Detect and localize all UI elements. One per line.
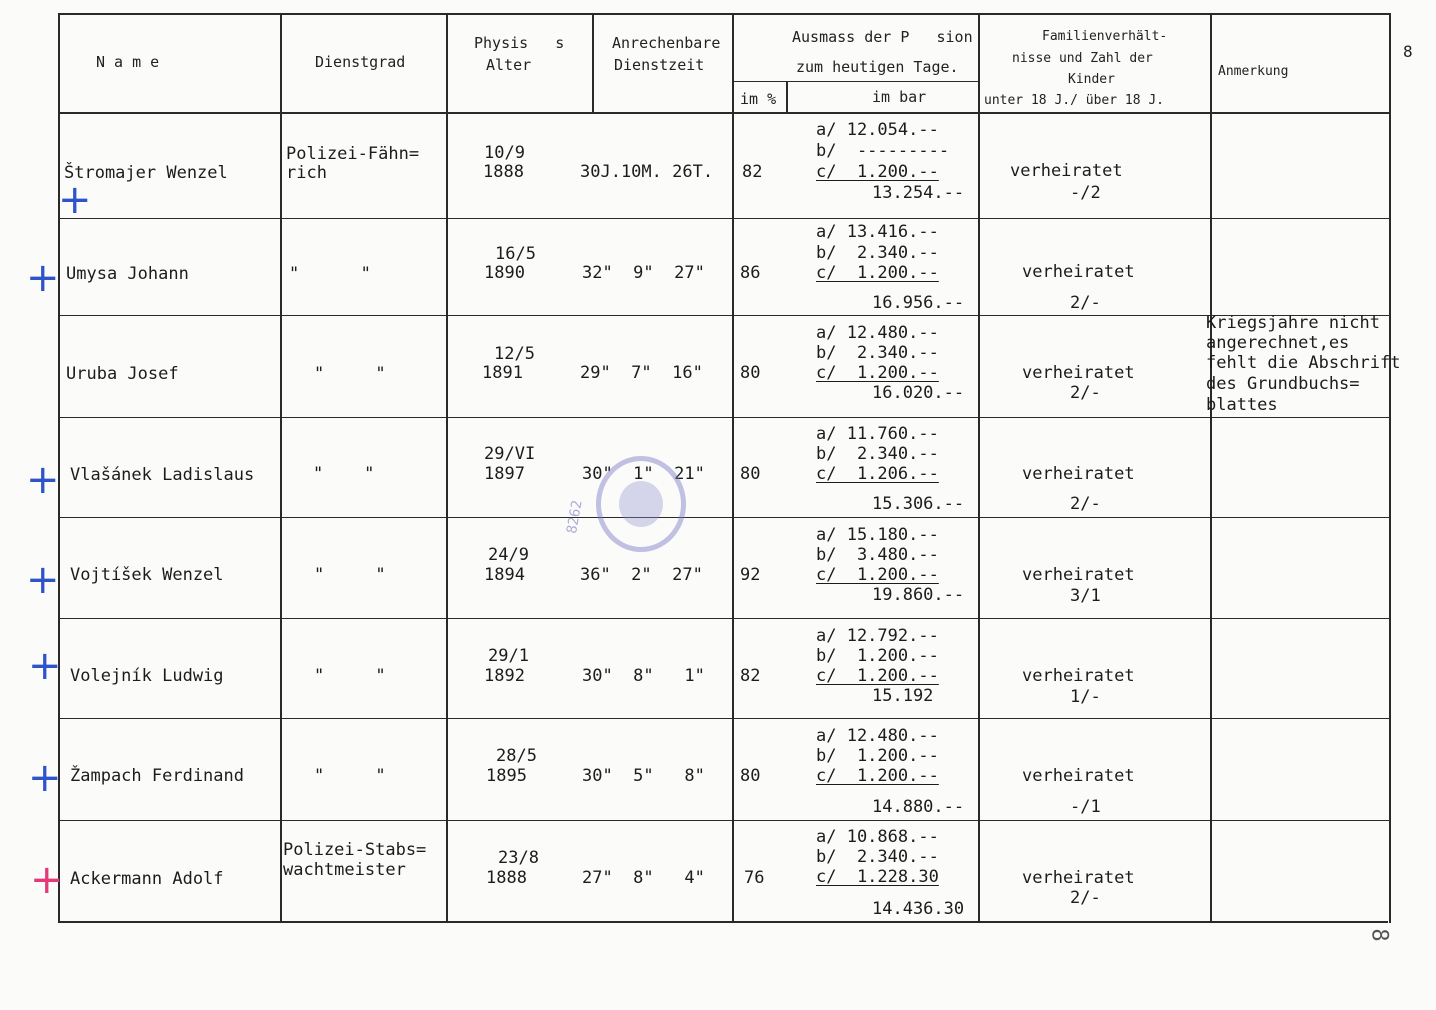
row-pension-c: c/ 1.200.-- <box>816 263 939 283</box>
row-pension-total: 13.254.-- <box>872 183 965 203</box>
row-name: Štromajer Wenzel <box>64 163 228 183</box>
row-name: Vlašánek Ladislaus <box>70 465 255 485</box>
row-children: 1/- <box>1070 687 1101 707</box>
row-divider <box>58 820 1391 821</box>
row-pension-b: b/ --------- <box>816 141 950 161</box>
row-family-status: verheiratet <box>1022 565 1135 585</box>
row-rank: Polizei-Fähn= <box>286 144 420 164</box>
row-name: Žampach Ferdinand <box>70 766 244 786</box>
row-children: 2/- <box>1070 293 1101 313</box>
row-service: 30" 5" 8" <box>582 766 705 786</box>
row-pension-c: c/ 1.206.-- <box>816 464 939 484</box>
row-family-status: verheiratet <box>1022 868 1135 888</box>
header-pension-line2: zum heutigen Tage. <box>796 58 959 76</box>
row-pension-c: c/ 1.200.-- <box>816 766 939 786</box>
row-pension-b: b/ 2.340.-- <box>816 444 939 464</box>
row-date: 12/5 <box>494 344 535 364</box>
row-year: 1897 <box>484 464 525 484</box>
row-name: Volejník Ludwig <box>70 666 224 686</box>
row-pension-b: b/ 2.340.-- <box>816 847 939 867</box>
row-pension-a: a/ 12.480.-- <box>816 726 939 746</box>
header-bottom-border <box>58 112 1391 114</box>
row-rank: " " <box>313 464 375 484</box>
row-pension-a: a/ 15.180.-- <box>816 525 939 545</box>
row-divider <box>58 618 1391 619</box>
archive-stamp <box>596 456 686 552</box>
row-rank: Polizei-Stabs= <box>283 840 427 860</box>
remark-line: blattes <box>1206 395 1278 415</box>
row-pension-b: b/ 2.340.-- <box>816 243 939 263</box>
pencil-check-mark: + <box>58 177 92 223</box>
stamp-emblem <box>619 481 663 527</box>
row-children: 2/- <box>1070 383 1101 403</box>
row-year: 1888 <box>483 162 524 182</box>
col-divider <box>1389 13 1391 923</box>
row-service: 32" 9" 27" <box>582 263 705 283</box>
header-pension-percent: im % <box>740 90 777 108</box>
row-date: 16/5 <box>495 244 536 264</box>
row-children: 3/1 <box>1070 586 1101 606</box>
row-family-status: verheiratet <box>1022 666 1135 686</box>
pencil-check-mark: + <box>30 857 64 903</box>
row-percent: 80 <box>740 363 761 383</box>
col-divider <box>592 13 594 113</box>
row-pension-c: c/ 1.200.-- <box>816 565 939 585</box>
corner-note: 8 <box>1366 928 1392 942</box>
col-divider <box>446 13 448 923</box>
header-family-line2: nisse und Zahl der <box>1012 51 1153 66</box>
pencil-check-mark: + <box>26 457 60 503</box>
row-children: -/1 <box>1070 797 1101 817</box>
row-rank: " " <box>289 264 371 284</box>
row-family-status: verheiratet <box>1022 262 1135 282</box>
row-year: 1891 <box>482 363 523 383</box>
page-number: 8 <box>1403 42 1413 61</box>
row-children: 2/- <box>1070 888 1101 908</box>
row-percent: 82 <box>742 162 763 182</box>
row-service: 36" 2" 27" <box>580 565 703 585</box>
row-pension-b: b/ 2.340.-- <box>816 343 939 363</box>
pension-subheader-line <box>732 81 978 82</box>
row-rank: wachtmeister <box>283 860 406 880</box>
row-pension-c: c/ 1.200.-- <box>816 162 939 182</box>
col-divider <box>978 13 980 923</box>
row-rank: " " <box>314 565 386 585</box>
row-pension-a: a/ 13.416.-- <box>816 222 939 242</box>
row-divider <box>58 218 1391 219</box>
row-date: 29/1 <box>488 646 529 666</box>
stamp-number: 8262 <box>564 499 586 535</box>
row-rank: rich <box>286 163 327 183</box>
row-service: 30J.10M. 26T. <box>580 162 714 182</box>
row-year: 1894 <box>484 565 525 585</box>
row-pension-total: 19.860.-- <box>872 585 965 605</box>
row-pension-total: 14.880.-- <box>872 797 965 817</box>
row-pension-a: a/ 12.480.-- <box>816 323 939 343</box>
header-rank: Dienstgrad <box>315 53 406 71</box>
row-family-status: verheiratet <box>1022 363 1135 383</box>
row-percent: 86 <box>740 263 761 283</box>
row-family-status: verheiratet <box>1022 464 1135 484</box>
row-date: 24/9 <box>488 545 529 565</box>
row-percent: 92 <box>740 565 761 585</box>
row-pension-c: c/ 1.200.-- <box>816 363 939 383</box>
row-service: 27" 8" 4" <box>582 868 705 888</box>
pencil-check-mark: + <box>26 255 60 301</box>
row-date: 23/8 <box>498 848 539 868</box>
row-year: 1892 <box>484 666 525 686</box>
row-family-status: verheiratet <box>1010 161 1123 181</box>
row-percent: 76 <box>744 868 765 888</box>
row-date: 10/9 <box>484 143 525 163</box>
row-name: Umysa Johann <box>66 264 189 284</box>
col-divider <box>1210 13 1212 923</box>
remark-line: angerechnet,es <box>1206 333 1350 353</box>
row-children: -/2 <box>1070 183 1101 203</box>
row-pension-total: 16.020.-- <box>872 383 965 403</box>
row-divider <box>58 517 1391 518</box>
row-date: 28/5 <box>496 746 537 766</box>
header-remark: Anmerkung <box>1218 64 1289 79</box>
row-pension-c: c/ 1.200.-- <box>816 666 939 686</box>
row-year: 1888 <box>486 868 527 888</box>
header-family-line1: Familienverhält- <box>1042 29 1168 44</box>
row-percent: 80 <box>740 464 761 484</box>
row-divider <box>58 417 1391 418</box>
row-service: 30" 8" 1" <box>582 666 705 686</box>
header-age-line2: Alter <box>486 56 532 74</box>
row-family-status: verheiratet <box>1022 766 1135 786</box>
row-children: 2/- <box>1070 494 1101 514</box>
header-family-line3: Kinder <box>1068 72 1115 87</box>
header-family-line4: unter 18 J./ über 18 J. <box>984 93 1165 108</box>
header-pension-line1: Ausmass der P sion <box>792 28 973 46</box>
row-name: Ackermann Adolf <box>70 869 224 889</box>
row-date: 29/VI <box>484 444 536 464</box>
header-service-line2: Dienstzeit <box>614 56 705 74</box>
row-pension-total: 15.306.-- <box>872 494 965 514</box>
remark-line: fehlt die Abschrift <box>1206 353 1401 373</box>
row-service: 29" 7" 16" <box>580 363 703 383</box>
row-percent: 80 <box>740 766 761 786</box>
row-rank: " " <box>314 766 386 786</box>
row-rank: " " <box>314 364 386 384</box>
row-pension-total: 14.436.30 <box>872 899 965 919</box>
pencil-check-mark: + <box>28 643 62 689</box>
pencil-check-mark: + <box>28 755 62 801</box>
row-divider <box>58 315 1391 316</box>
row-percent: 82 <box>740 666 761 686</box>
col-divider <box>786 82 788 114</box>
row-divider <box>58 718 1391 719</box>
remark-line: des Grundbuchs= <box>1206 374 1360 394</box>
row-pension-a: a/ 12.054.-- <box>816 120 939 140</box>
remark-line: Kriegsjahre nicht <box>1206 313 1380 333</box>
row-pension-a: a/ 10.868.-- <box>816 827 939 847</box>
header-pension-cash: im bar <box>872 88 927 106</box>
table-top-border <box>58 13 1391 15</box>
row-year: 1890 <box>484 263 525 283</box>
row-pension-total: 16.956.-- <box>872 293 965 313</box>
row-pension-a: a/ 11.760.-- <box>816 424 939 444</box>
row-pension-a: a/ 12.792.-- <box>816 626 939 646</box>
col-divider <box>732 13 734 923</box>
row-service: 30" 1" 21" <box>582 464 705 484</box>
header-age-line1: Physis s <box>474 34 565 52</box>
row-pension-c: c/ 1.228.30 <box>816 867 939 887</box>
col-divider <box>280 13 282 923</box>
pencil-check-mark: + <box>26 557 60 603</box>
row-pension-b: b/ 3.480.-- <box>816 545 939 565</box>
row-rank: " " <box>314 666 386 686</box>
row-pension-b: b/ 1.200.-- <box>816 646 939 666</box>
table-bottom-border <box>58 921 1388 923</box>
row-year: 1895 <box>486 766 527 786</box>
header-service-line1: Anrechenbare <box>612 34 721 52</box>
row-name: Uruba Josef <box>66 364 179 384</box>
row-name: Vojtíšek Wenzel <box>70 565 224 585</box>
row-pension-total: 15.192 <box>872 686 934 706</box>
header-name: N a m e <box>96 53 160 71</box>
row-pension-b: b/ 1.200.-- <box>816 746 939 766</box>
